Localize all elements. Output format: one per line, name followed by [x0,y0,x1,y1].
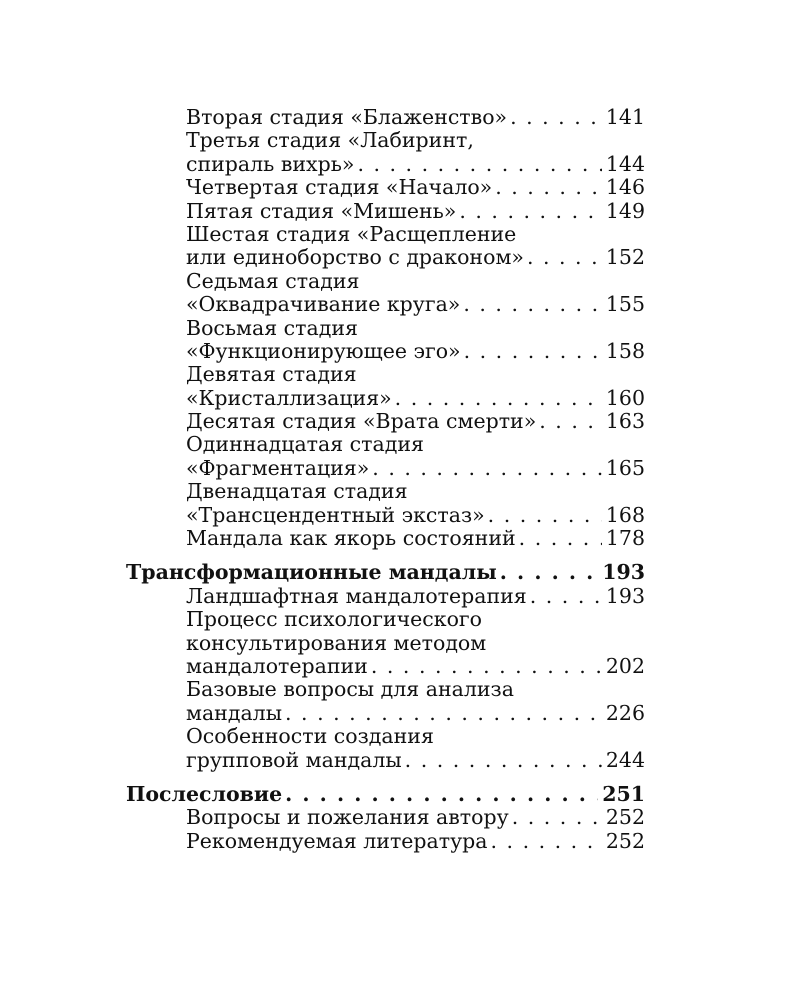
toc-page-number: 165 [605,455,645,480]
toc-entry-title: спираль вихрь» [186,151,355,176]
toc-page-number: 155 [605,292,645,317]
toc-entry-title: Мандала как якорь состояний [186,526,516,551]
toc-section-entry[interactable] [126,433,645,480]
toc-entry-last-line [186,153,645,176]
toc-page-number: 252 [605,828,645,853]
toc-section-entry[interactable] [126,725,645,772]
toc-page-number: 193 [605,583,645,608]
toc-entry-last-line [186,200,645,223]
toc-page-number: 226 [605,700,645,725]
toc-section-entry[interactable] [126,410,645,433]
toc-entry-last-line [186,340,645,363]
toc-entry-last-line [186,702,645,725]
toc-page-number: 193 [602,560,645,585]
toc-entry-title: мандалотерапии [186,653,368,678]
toc-section-entry[interactable] [126,363,645,410]
toc-entry-last-line [186,585,645,608]
toc-entry-title: мандалы [186,700,283,725]
toc-entry-title: Процесс психологического [186,607,483,632]
toc-entry-title: Шестая стадия «Расщепление [186,221,517,246]
dot-leader [488,830,602,853]
toc-entry-last-line [186,830,645,853]
dot-leader [368,655,602,678]
dot-leader [507,106,602,129]
toc-section-entry[interactable] [126,830,645,853]
toc-entry-line [186,223,645,246]
toc-entry-last-line [186,806,645,829]
toc-page-number: 146 [605,175,645,200]
toc-entry-title: «Трансцендентный экстаз» [186,502,485,527]
toc-entry-title: Вторая стадия «Блаженство» [186,105,508,129]
toc-entry-title: Четвертая стадия «Начало» [186,175,493,200]
toc-entry-title: Пятая стадия «Мишень» [186,198,457,223]
toc-section-entry[interactable] [126,585,645,608]
toc-entry-last-line [186,106,645,129]
toc-entry-title: «Функционирующее эго» [186,338,461,363]
toc-entry-title: Десятая стадия «Врата смерти» [186,409,537,434]
toc-entry-title: Одиннадцатая стадия [186,432,424,457]
toc-entry-line [186,608,645,631]
toc-entry-title: Седьмая стадия [186,268,360,293]
toc-entry-title: Девятая стадия [186,362,357,387]
toc-entry-title: Послесловие [126,781,283,806]
toc-page-number: 152 [605,245,645,270]
toc-section-entry[interactable] [126,200,645,223]
toc-page-number: 149 [605,198,645,223]
toc-entry-title: Ландшафтная мандалотерапия [186,583,527,608]
dot-leader [516,527,602,550]
toc-page-number: 163 [605,409,645,434]
table-of-contents [126,106,645,853]
toc-page-number: 178 [605,526,645,551]
toc-chapter-entry[interactable] [126,561,645,584]
toc-entry-title: Восьмая стадия [186,315,358,340]
dot-leader [497,561,598,584]
toc-page-number: 168 [605,502,645,527]
toc-entry-title: Вопросы и пожелания автору [186,805,509,830]
toc-entry-last-line [126,783,645,806]
toc-entry-line [186,317,645,340]
toc-section-entry[interactable] [126,270,645,317]
toc-entry-last-line [186,655,645,678]
dot-leader [460,293,602,316]
toc-entry-last-line [126,561,645,584]
toc-page-number: 202 [605,653,645,678]
dot-leader [536,410,602,433]
dot-leader [485,504,602,527]
toc-entry-title: Базовые вопросы для анализа [186,677,514,702]
toc-entry-title: «Оквадрачивание круга» [186,292,461,317]
toc-chapter-entry[interactable] [126,783,645,806]
toc-entry-title: Третья стадия «Лабиринт, [186,128,474,153]
toc-entry-title: Двенадцатая стадия [186,479,408,504]
dot-leader [354,153,601,176]
toc-entry-line [186,725,645,748]
toc-entry-last-line [186,246,645,269]
toc-entry-title: Рекомендуемая литература [186,828,488,853]
toc-entry-title: или единоборство с драконом» [186,245,524,270]
toc-entry-line [186,480,645,503]
toc-page-number: 141 [605,105,645,129]
dot-leader [524,246,602,269]
dot-leader [456,200,602,223]
toc-section-entry[interactable] [126,480,645,527]
toc-entry-line [186,632,645,655]
toc-entry-last-line [186,457,645,480]
dot-leader [369,457,602,480]
toc-page-number: 144 [605,151,645,176]
toc-page-number: 251 [602,781,645,806]
toc-page-number: 160 [605,385,645,410]
toc-entry-line [186,129,645,152]
toc-entry-line [186,433,645,456]
dot-leader [527,585,602,608]
toc-section-entry[interactable] [126,129,645,176]
toc-entry-title: Трансформационные мандалы [126,560,497,585]
toc-page-number: 158 [605,338,645,363]
toc-section-entry[interactable] [126,176,645,199]
toc-page-number: 252 [605,805,645,830]
dot-leader [282,783,598,806]
dot-leader [492,176,602,199]
toc-entry-title: консультирования методом [186,630,487,655]
toc-entry-last-line [186,410,645,433]
toc-entry-last-line [186,293,645,316]
toc-section-entry[interactable] [126,223,645,270]
toc-section-entry[interactable] [126,806,645,829]
toc-section-entry[interactable] [126,317,645,364]
toc-entry-last-line [186,387,645,410]
toc-entry-title: «Фрагментация» [186,455,370,480]
toc-entry-last-line [186,504,645,527]
toc-page-number: 244 [605,747,645,772]
dot-leader [402,749,602,772]
toc-entry-last-line [186,749,645,772]
dot-leader [282,702,602,725]
toc-entry-last-line [186,527,645,550]
dot-leader [509,806,602,829]
toc-section-entry[interactable] [126,527,645,550]
toc-entry-title: «Кристаллизация» [186,385,392,410]
toc-entry-title: групповой мандалы [186,747,402,772]
toc-entry-line [186,678,645,701]
dot-leader [392,387,602,410]
toc-section-entry[interactable] [126,106,645,129]
toc-section-entry[interactable] [126,608,645,678]
toc-entry-line [186,270,645,293]
toc-section-entry[interactable] [126,678,645,725]
toc-entry-last-line [186,176,645,199]
dot-leader [461,340,602,363]
toc-entry-title: Особенности создания [186,724,434,749]
toc-entry-line [186,363,645,386]
